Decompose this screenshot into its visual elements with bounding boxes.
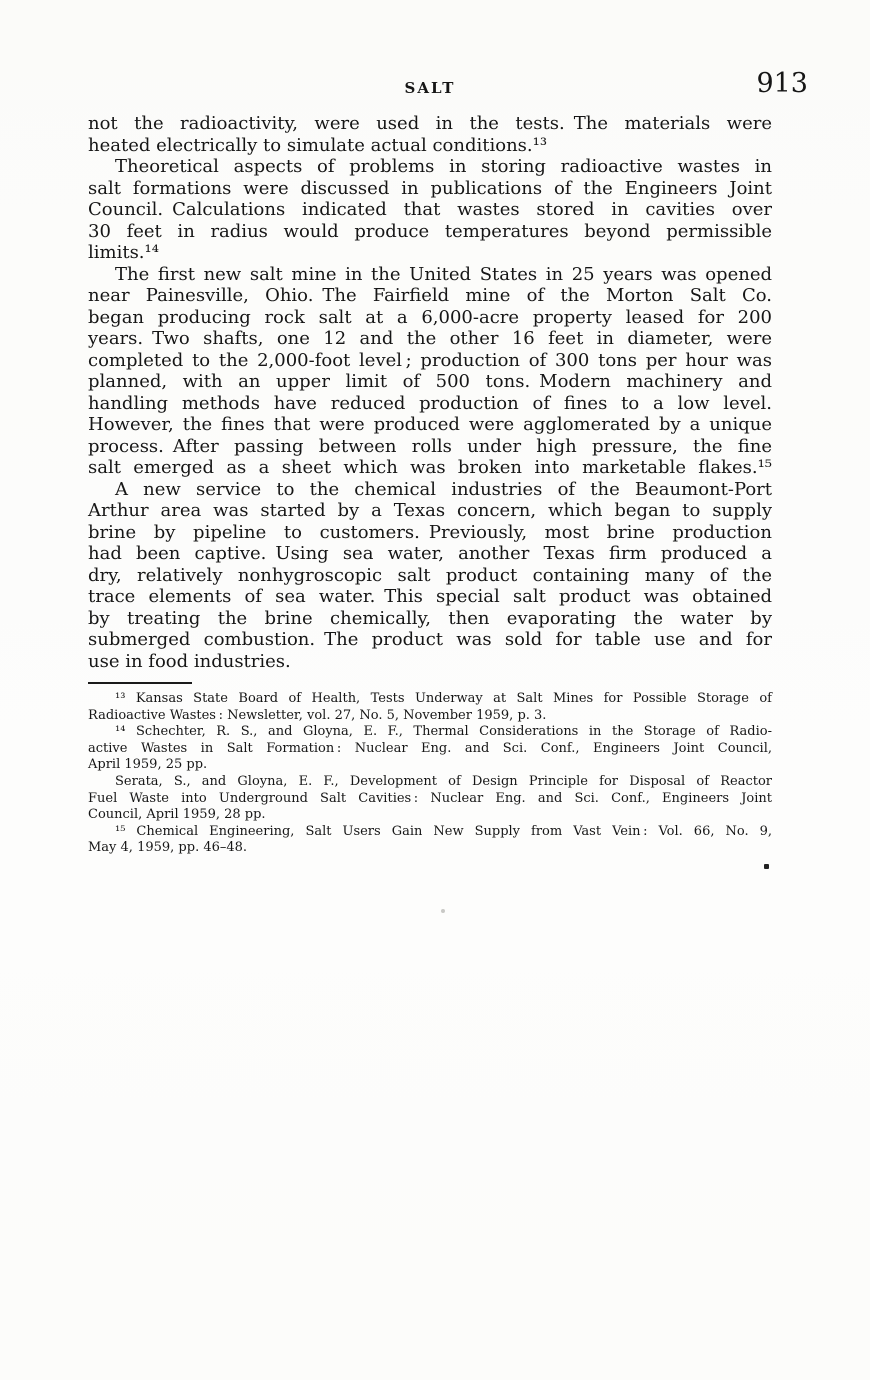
text-line: ¹⁴ Schechter, R. S., and Gloyna, E. F., Thermal Considerations in the Storage of Radio-	[115, 724, 772, 740]
footnote-15	[88, 824, 772, 857]
scan-artifact-dot	[764, 864, 769, 869]
text-line: not the radioactivity, were used in the tests. The materials were	[88, 113, 772, 134]
page-number: 913	[756, 68, 808, 99]
body-text	[88, 113, 772, 672]
text-line: active Wastes in Salt Formation : Nuclear Eng. and Sci. Conf., Engineers Joint Council,	[88, 740, 772, 756]
text-line: Arthur area was started by a Texas concern, which began to supply	[88, 500, 772, 521]
footnote-14	[88, 724, 772, 774]
text-line: dry, relatively nonhygroscopic salt product containing many of the	[88, 564, 772, 586]
text-line: brine by pipeline to customers. Previously, most brine production	[88, 521, 772, 543]
text-line: salt formations were discussed in publications of the Engineers Joint	[88, 177, 772, 199]
text-line: 30 feet in radius would produce temperatures beyond permissible	[88, 220, 772, 242]
text-line: submerged combustion. The product was sold for table use and for	[88, 629, 772, 650]
text-line: April 1959, 25 pp.	[88, 757, 208, 773]
text-line: Fuel Waste into Underground Salt Cavities : Nuclear Eng. and Sci. Conf., Engineers Joint	[88, 790, 772, 806]
text-line: near Painesville, Ohio. The Fairfield mine of the Morton Salt Co.	[88, 285, 772, 306]
text-line: ¹³ Kansas State Board of Health, Tests Underway at Salt Mines for Possible Storage of	[115, 691, 772, 706]
text-line: salt emerged as a sheet which was broken into marketable flakes.¹⁵	[88, 457, 772, 478]
page-header	[88, 68, 808, 99]
text-line: planned, with an upper limit of 500 tons. Modern machinery and	[88, 371, 772, 392]
text-line: began producing rock salt at a 6,000-acre property leased for 200	[88, 306, 772, 328]
paragraph-new-service	[88, 479, 772, 673]
footnote-14-continuation	[88, 774, 772, 824]
text-line: ¹⁵ Chemical Engineering, Salt Users Gain New Supply from Vast Vein : Vol. 66, No. 9,	[115, 823, 772, 839]
footnote-13	[88, 691, 772, 724]
paragraph-theoretical-aspects	[88, 156, 772, 264]
text-line: process. After passing between rolls under high pressure, the fine	[88, 435, 772, 457]
text-line: May 4, 1959, pp. 46–48.	[88, 840, 248, 856]
footnote-separator-rule	[88, 682, 192, 684]
text-line: completed to the 2,000-foot level ; production of 300 tons per hour was	[88, 349, 772, 371]
scan-artifact-dot	[441, 909, 445, 913]
text-line: handling methods have reduced production of fines to a low level.	[88, 392, 772, 414]
text-line: had been captive. Using sea water, another Texas firm produced a	[88, 543, 772, 564]
paragraph-continuation	[88, 113, 772, 156]
text-line: Theoretical aspects of problems in storing radioactive wastes in	[115, 156, 772, 177]
text-line: limits.¹⁴	[88, 242, 159, 263]
text-line: Serata, S., and Gloyna, E. F., Development of Design Principle for Disposal of Reactor	[115, 773, 772, 789]
text-line: Radioactive Wastes : Newsletter, vol. 27, No. 5, November 1959, p. 3.	[88, 707, 547, 723]
running-title: SALT	[404, 79, 456, 97]
footnotes-section	[88, 691, 772, 857]
text-line: by treating the brine chemically, then evaporating the water by	[88, 607, 772, 629]
text-line: trace elements of sea water. This special salt product was obtained	[88, 586, 772, 607]
text-line: Council. Calculations indicated that wastes stored in cavities over	[88, 199, 772, 220]
text-line: Council, April 1959, 28 pp.	[88, 807, 266, 823]
text-line: A new service to the chemical industries of the Beaumont-Port	[115, 478, 772, 500]
text-line: The first new salt mine in the United States in 25 years was opened	[115, 263, 772, 285]
paragraph-first-new-salt-mine	[88, 264, 772, 479]
text-line: heated electrically to simulate actual conditions.¹³	[88, 134, 548, 156]
text-line: years. Two shafts, one 12 and the other 16 feet in diameter, were	[88, 328, 772, 349]
text-line: However, the fines that were produced were agglomerated by a unique	[88, 414, 772, 435]
text-line: use in food industries.	[88, 650, 291, 672]
